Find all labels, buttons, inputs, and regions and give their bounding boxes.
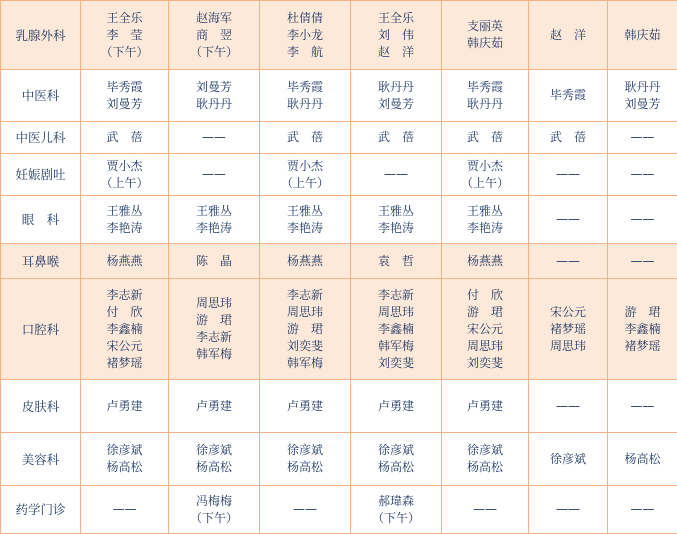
schedule-cell: ——	[351, 154, 442, 196]
schedule-cell: 李志新 付 欣 李鑫楠 宋公元 褚梦瑶	[81, 279, 169, 380]
department-label: 美容科	[1, 433, 81, 486]
department-label: 乳腺外科	[1, 1, 81, 70]
schedule-cell: 刘曼芳 耿丹丹	[169, 70, 260, 122]
schedule-cell: 贾小杰 （上午）	[442, 154, 529, 196]
schedule-cell: 王雅丛 李艳涛	[260, 196, 351, 244]
schedule-cell: ——	[169, 122, 260, 154]
schedule-cell: ——	[608, 244, 677, 279]
table-row	[1, 486, 677, 534]
schedule-cell: 耿丹丹 刘曼芳	[351, 70, 442, 122]
schedule-cell: 杨燕燕	[81, 244, 169, 279]
schedule-cell: 袁 哲	[351, 244, 442, 279]
schedule-cell: 周思玮 游 珺 李志新 韩军梅	[169, 279, 260, 380]
schedule-cell: 韩庆茹	[608, 1, 677, 70]
table-row	[1, 433, 677, 486]
department-label: 眼 科	[1, 196, 81, 244]
schedule-cell: 卢勇建	[442, 380, 529, 433]
department-label: 中医儿科	[1, 122, 81, 154]
department-label: 妊娠剧吐	[1, 154, 81, 196]
schedule-cell: 赵海军 商 翌 （下午）	[169, 1, 260, 70]
schedule-cell: 武 蓓	[81, 122, 169, 154]
schedule-cell: 武 蓓	[351, 122, 442, 154]
schedule-cell: 徐彦斌	[529, 433, 608, 486]
schedule-cell: 杨高松	[608, 433, 677, 486]
table-row	[1, 70, 677, 122]
schedule-cell: 耿丹丹 刘曼芳	[608, 70, 677, 122]
schedule-cell: 毕秀霞 刘曼芳	[81, 70, 169, 122]
schedule-cell: 卢勇建	[169, 380, 260, 433]
schedule-cell: 游 珺 李鑫楠 褚梦瑶	[608, 279, 677, 380]
schedule-cell: ——	[260, 486, 351, 534]
schedule-cell: 徐彦斌 杨高松	[260, 433, 351, 486]
schedule-cell: 王全乐 刘 伟 赵 洋	[351, 1, 442, 70]
schedule-cell: 王雅丛 李艳涛	[442, 196, 529, 244]
schedule-cell: 徐彦斌 杨高松	[169, 433, 260, 486]
schedule-cell: ——	[608, 380, 677, 433]
schedule-cell: 武 蓓	[260, 122, 351, 154]
schedule-cell: 毕秀霞 耿丹丹	[442, 70, 529, 122]
schedule-cell: 贾小杰 （上午）	[81, 154, 169, 196]
schedule-cell: 杨燕燕	[442, 244, 529, 279]
schedule-cell: ——	[608, 122, 677, 154]
table-row	[1, 196, 677, 244]
schedule-cell: 李志新 周思玮 游 珺 刘奕斐 韩军梅	[260, 279, 351, 380]
schedule-cell: 杜倩倩 李小龙 李 航	[260, 1, 351, 70]
schedule-cell: ——	[608, 196, 677, 244]
schedule-cell: 徐彦斌 杨高松	[351, 433, 442, 486]
schedule-cell: 宋公元 褚梦瑶 周思玮	[529, 279, 608, 380]
schedule-cell: 冯梅梅 （下午）	[169, 486, 260, 534]
schedule-cell: 徐彦斌 杨高松	[442, 433, 529, 486]
schedule-cell: 王雅丛 李艳涛	[351, 196, 442, 244]
schedule-cell: 徐彦斌 杨高松	[81, 433, 169, 486]
schedule-cell: 陈 晶	[169, 244, 260, 279]
schedule-body	[1, 1, 677, 534]
schedule-cell: 武 蓓	[529, 122, 608, 154]
schedule-cell: ——	[529, 154, 608, 196]
schedule-cell: 赵 洋	[529, 1, 608, 70]
schedule-cell: 武 蓓	[442, 122, 529, 154]
schedule-cell: ——	[529, 380, 608, 433]
schedule-cell: 支丽英 韩庆茹	[442, 1, 529, 70]
department-label: 耳鼻喉	[1, 244, 81, 279]
department-label: 中医科	[1, 70, 81, 122]
schedule-cell: 郝瑋森 （下午）	[351, 486, 442, 534]
schedule-cell: 毕秀霞	[529, 70, 608, 122]
schedule-cell: 王雅丛 李艳涛	[81, 196, 169, 244]
table-row	[1, 380, 677, 433]
schedule-cell: 卢勇建	[81, 380, 169, 433]
schedule-cell: 王全乐 李 莹 （下午）	[81, 1, 169, 70]
schedule-cell: 卢勇建	[351, 380, 442, 433]
schedule-cell: ——	[608, 486, 677, 534]
department-label: 药学门诊	[1, 486, 81, 534]
schedule-cell: 毕秀霞 耿丹丹	[260, 70, 351, 122]
table-row	[1, 244, 677, 279]
schedule-cell: ——	[529, 486, 608, 534]
schedule-cell: ——	[169, 154, 260, 196]
table-row	[1, 279, 677, 380]
table-row	[1, 154, 677, 196]
schedule-cell: ——	[529, 244, 608, 279]
schedule-cell: 王雅丛 李艳涛	[169, 196, 260, 244]
schedule-cell: ——	[442, 486, 529, 534]
schedule-cell: 付 欣 游 珺 宋公元 周思玮 刘奕斐	[442, 279, 529, 380]
table-row	[1, 1, 677, 70]
schedule-cell: ——	[81, 486, 169, 534]
department-label: 口腔科	[1, 279, 81, 380]
schedule-cell: 卢勇建	[260, 380, 351, 433]
schedule-cell: 杨燕燕	[260, 244, 351, 279]
table-row	[1, 122, 677, 154]
schedule-cell: 贾小杰 （上午）	[260, 154, 351, 196]
schedule-cell: ——	[529, 196, 608, 244]
department-label: 皮肤科	[1, 380, 81, 433]
schedule-cell: ——	[608, 154, 677, 196]
schedule-cell: 李志新 周思玮 李鑫楠 韩军梅 刘奕斐	[351, 279, 442, 380]
